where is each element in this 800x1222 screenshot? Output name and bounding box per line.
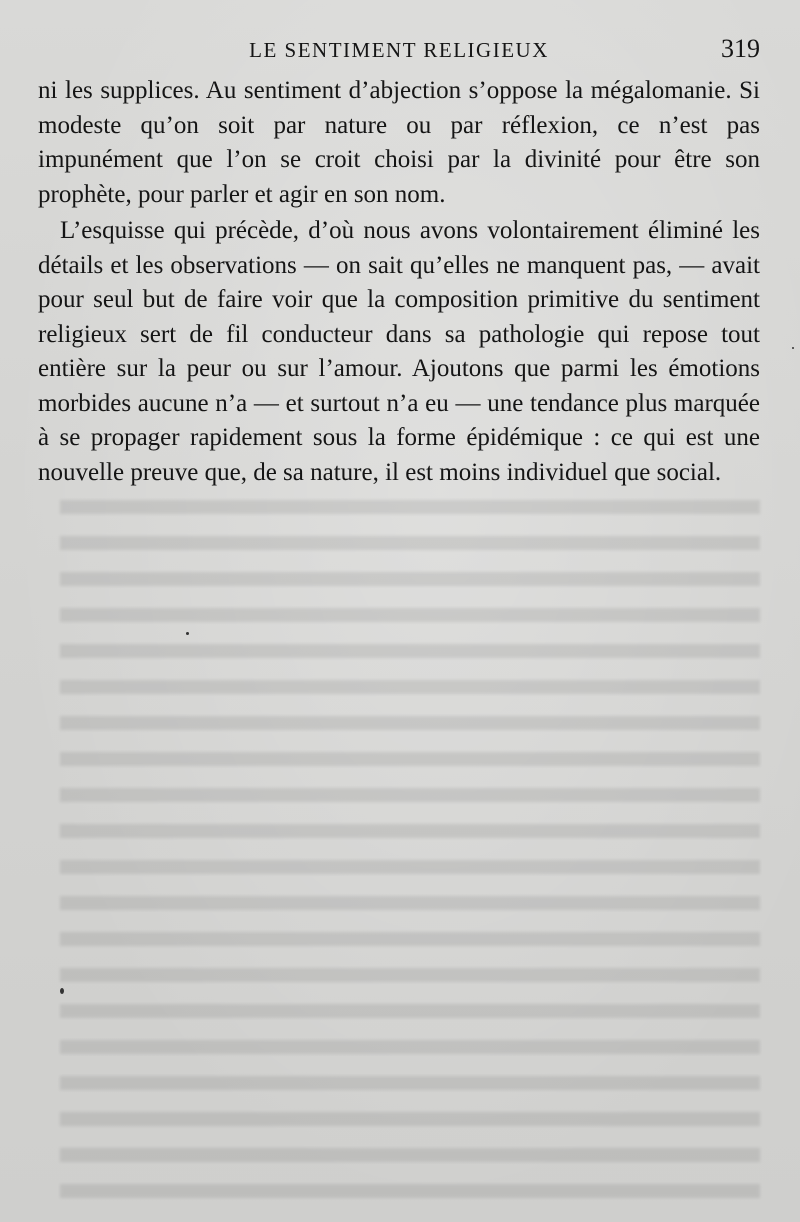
bleed-through-texture (60, 500, 760, 1200)
body-text (38, 74, 760, 490)
page-number: 319 (721, 34, 760, 63)
running-head (38, 34, 760, 68)
paragraph-2: L’esquisse qui précède, d’où nous avons volontairement éliminé les détails et les observations — on sait qu’elles ne manquent pas, — avait pour seul but de faire voir que la composition primitive du sentiment religieux sert de fil conducteur dans sa pathologie qui repose tout entière sur la peur ou sur l’amour. Ajoutons que parmi les émotions morbides aucune n’a — et surtout n’a eu — une tendance plus marquée à se propager rapidement sous la forme épidémique : ce qui est une nouvelle preuve que, de sa nature, il est moins individuel que social. (38, 217, 760, 486)
paper-speck (792, 347, 794, 349)
paper-speck (186, 632, 189, 635)
paper-speck (60, 988, 64, 994)
paragraph-1: ni les supplices. Au sentiment d’abjection s’oppose la mégalomanie. Si modeste qu’on soit par nature ou par réflexion, ce n’est pas impunément que l’on se croit choisi par la divinité pour être son prophète, pour parler et agir en son nom. (38, 77, 760, 208)
running-title: LE SENTIMENT RELIGIEUX (249, 38, 549, 62)
